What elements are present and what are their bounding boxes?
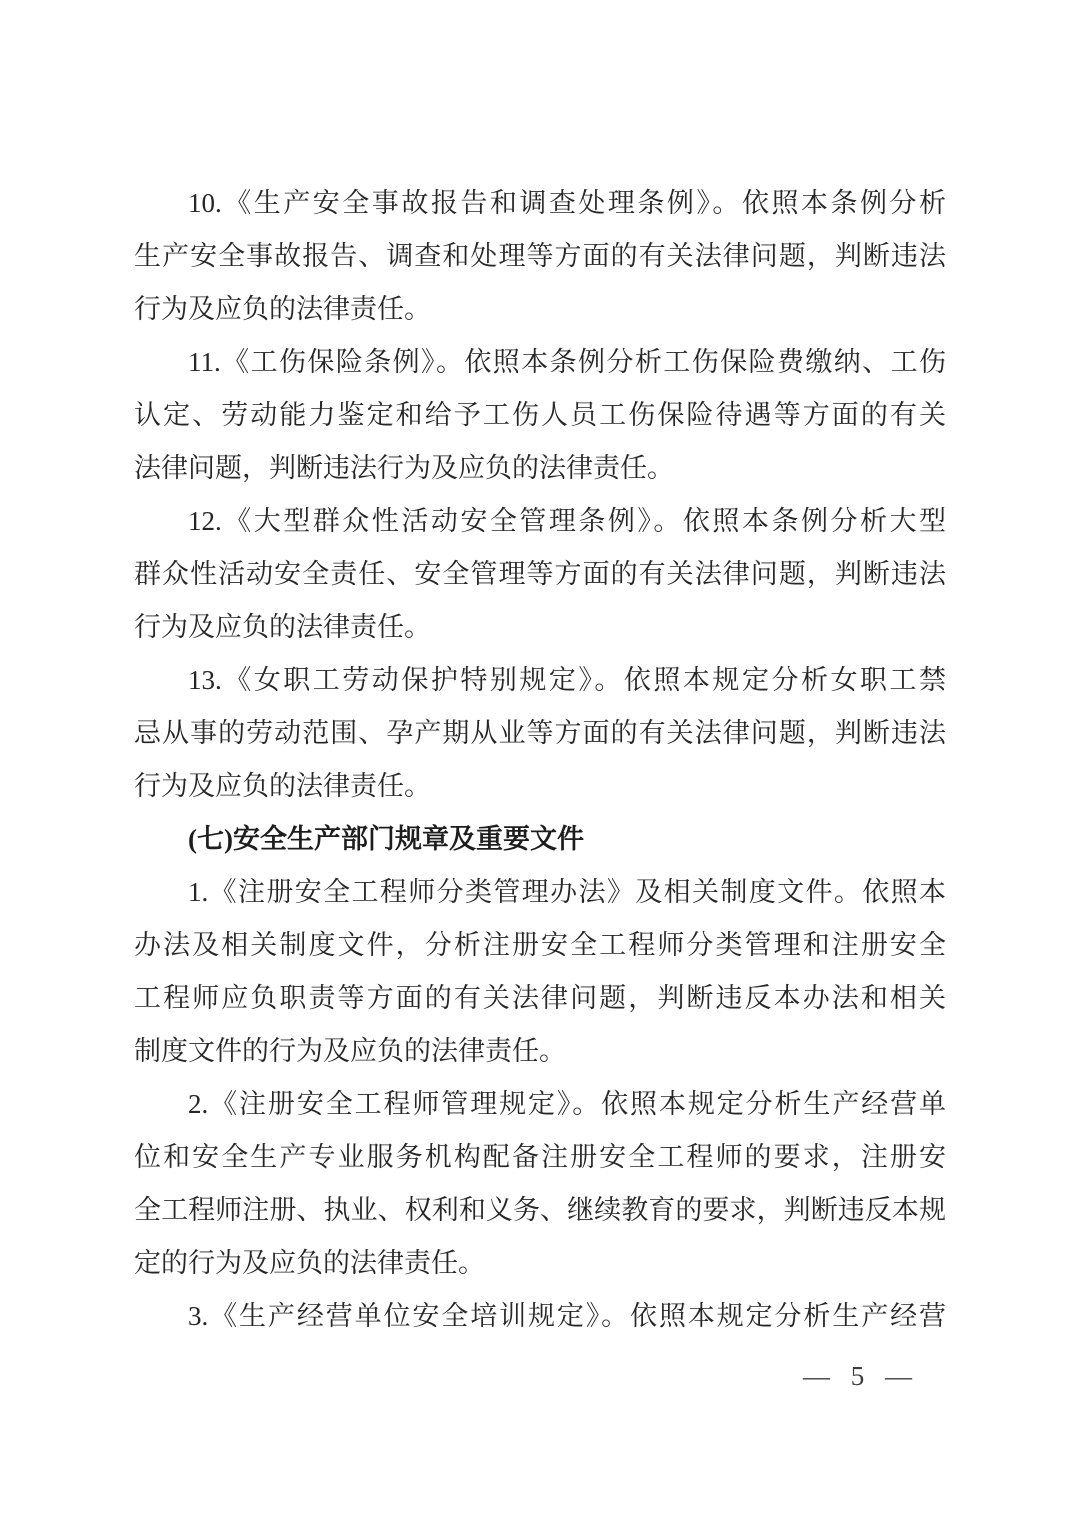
text-line: 全工程师注册、执业、权利和义务、继续教育的要求，判断违反本规 xyxy=(134,1195,946,1225)
text-line: 行为及应负的法律责任。 xyxy=(134,771,431,801)
text-line: 1.《注册安全工程师分类管理办法》及相关制度文件。依照本 xyxy=(188,877,946,907)
section-heading xyxy=(134,813,946,866)
text-line: 13.《女职工劳动保护特别规定》。依照本规定分析女职工禁 xyxy=(188,665,946,695)
text-line: 法律问题，判断违法行为及应负的法律责任。 xyxy=(134,453,674,483)
paragraph-item-12 xyxy=(134,495,946,654)
paragraph-item-13 xyxy=(134,654,946,813)
page-number: — 5 — xyxy=(803,1361,912,1391)
text-line: 2.《注册安全工程师管理规定》。依照本规定分析生产经营单 xyxy=(188,1089,946,1119)
text-line: 11.《工伤保险条例》。依照本条例分析工伤保险费缴纳、工伤 xyxy=(188,347,946,377)
paragraph-item-10 xyxy=(134,177,946,336)
text-line: 12.《大型群众性活动安全管理条例》。依照本条例分析大型 xyxy=(188,506,946,536)
text-line: 行为及应负的法律责任。 xyxy=(134,294,431,324)
text-line: 生产安全事故报告、调查和处理等方面的有关法律问题，判断违法 xyxy=(134,241,946,271)
document-body xyxy=(134,177,946,1343)
text-line: 忌从事的劳动范围、孕产期从业等方面的有关法律问题，判断违法 xyxy=(134,718,946,748)
paragraph-item-3 xyxy=(134,1290,946,1343)
text-line: 3.《生产经营单位安全培训规定》。依照本规定分析生产经营 xyxy=(188,1301,946,1331)
text-line: 定的行为及应负的法律责任。 xyxy=(134,1248,485,1278)
text-line: 位和安全生产专业服务机构配备注册安全工程师的要求，注册安 xyxy=(134,1142,946,1172)
text-line: 行为及应负的法律责任。 xyxy=(134,612,431,642)
text-line: 认定、劳动能力鉴定和给予工伤人员工伤保险待遇等方面的有关 xyxy=(134,400,946,430)
section-heading-text: (七)安全生产部门规章及重要文件 xyxy=(188,824,584,854)
paragraph-item-1 xyxy=(134,866,946,1078)
paragraph-item-11 xyxy=(134,336,946,495)
text-line: 10.《生产安全事故报告和调查处理条例》。依照本条例分析 xyxy=(188,188,946,218)
text-line: 制度文件的行为及应负的法律责任。 xyxy=(134,1036,566,1066)
text-line: 群众性活动安全责任、安全管理等方面的有关法律问题，判断违法 xyxy=(134,559,946,589)
paragraph-item-2 xyxy=(134,1078,946,1290)
page-footer xyxy=(803,1356,912,1396)
text-line: 工程师应负职责等方面的有关法律问题，判断违反本办法和相关 xyxy=(134,983,946,1013)
text-line: 办法及相关制度文件，分析注册安全工程师分类管理和注册安全 xyxy=(134,930,946,960)
